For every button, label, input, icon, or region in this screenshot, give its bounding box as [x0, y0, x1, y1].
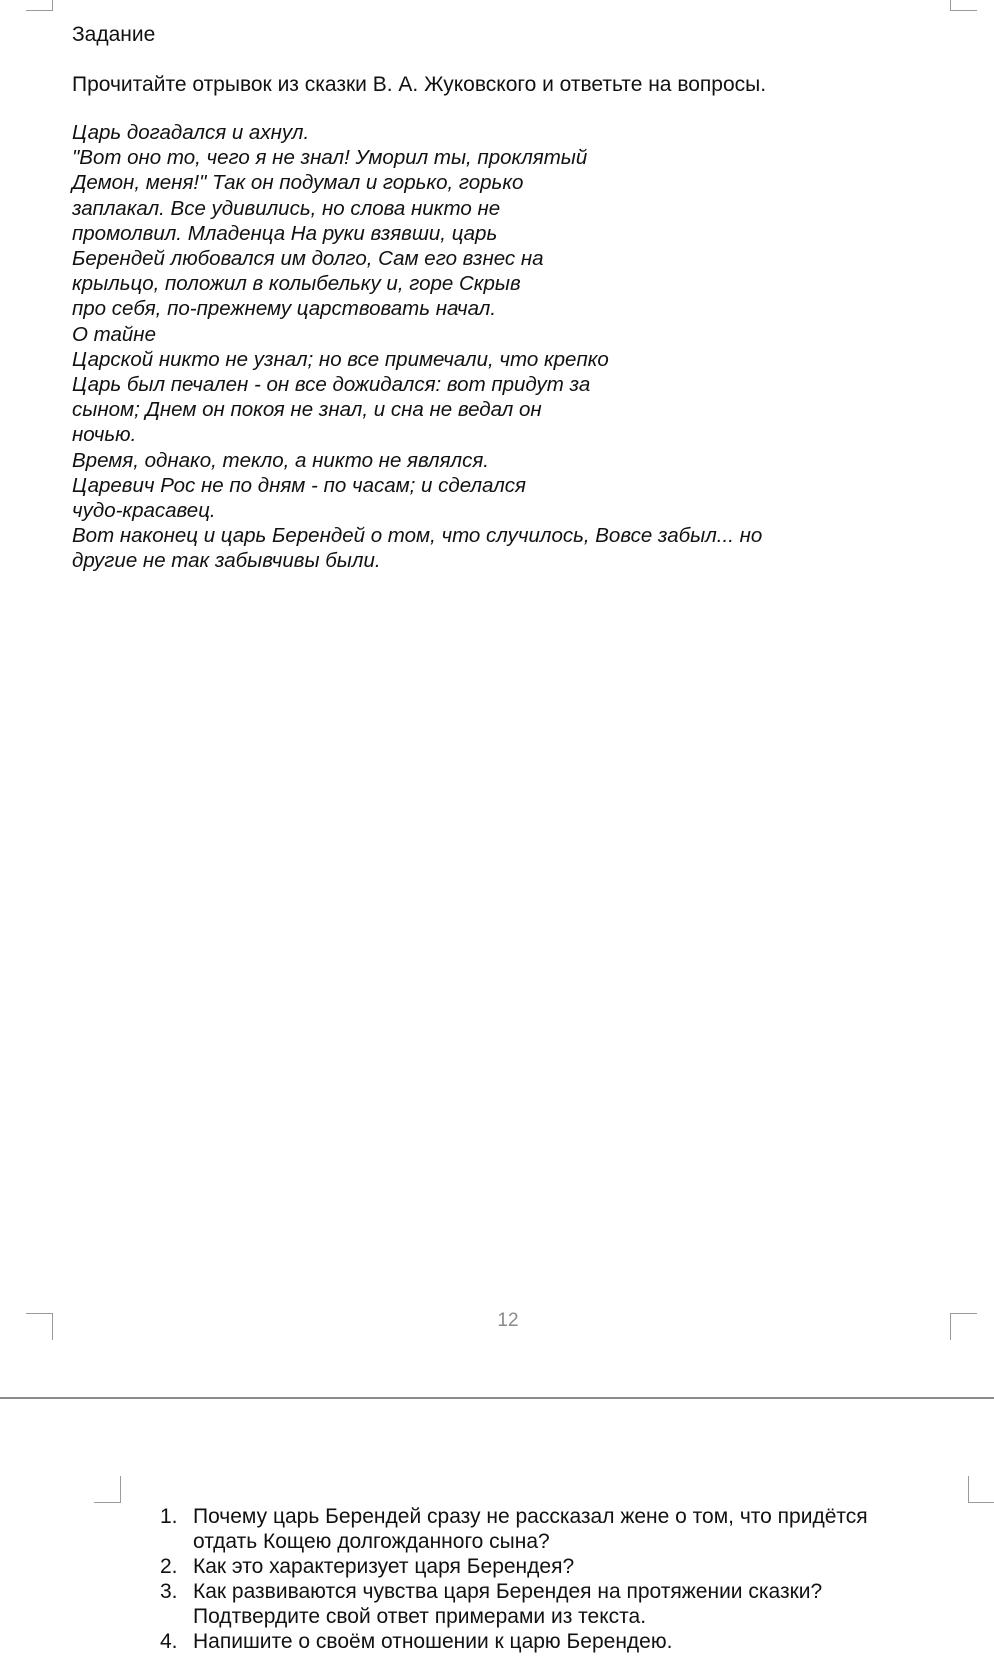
excerpt-line: промолвил. Младенца На руки взявши, царь — [72, 221, 498, 245]
question-item — [152, 1579, 868, 1629]
poem-excerpt — [72, 120, 762, 574]
task-instruction: Прочитайте отрывок из сказки В. А. Жуковского и ответьте на вопросы. — [72, 73, 767, 96]
question-number: 1. — [160, 1505, 178, 1528]
excerpt-line: крыльцо, положил в колыбельку и, горе Скрыв — [72, 272, 521, 296]
excerpt-line: О тайне — [72, 322, 156, 346]
excerpt-line: "Вот оно то, чего я не знал! Уморил ты, проклятый — [72, 146, 588, 170]
page-number: 12 — [497, 1310, 519, 1331]
question-item — [152, 1554, 868, 1579]
excerpt-line: Царской никто не узнал; но все примечали, что крепко — [72, 347, 609, 371]
page-corner-mark — [950, 0, 977, 11]
excerpt-line: чудо-красавец. — [72, 499, 216, 523]
question-line: отдать Кощею долгожданного сына? — [193, 1530, 550, 1553]
excerpt-line: заплакал. Все удивились, но слова никто не — [72, 196, 501, 220]
excerpt-line: Царь догадался и ахнул. — [72, 121, 310, 144]
page-corner-mark — [968, 1476, 994, 1503]
excerpt-line: сыном; Днем он покоя не знал, и сна не ведал он — [72, 398, 542, 422]
excerpt-line: Царевич Рос не по дням - по часам; и сделался — [72, 473, 526, 497]
question-line: Почему царь Берендей сразу не рассказал жене о том, что придётся — [193, 1505, 868, 1528]
page-corner-mark — [94, 1476, 121, 1503]
question-line: Как это характеризует царя Берендея? — [193, 1555, 575, 1578]
excerpt-line: Вот наконец и царь Берендей о том, что случилось, Вовсе забыл... но — [72, 524, 763, 548]
task-heading: Задание — [72, 23, 156, 46]
document-page-2 — [0, 1400, 994, 1680]
questions-list — [152, 1504, 868, 1654]
page-break-divider — [0, 1397, 994, 1399]
excerpt-line: Демон, меня!" Так он подумал и горько, горько — [72, 171, 524, 195]
excerpt-line: про себя, по-прежнему царствовать начал. — [72, 297, 497, 321]
question-number: 4. — [160, 1630, 178, 1653]
excerpt-line: Берендей любовался им долго, Сам его взнес на — [72, 247, 544, 271]
excerpt-line: Царь был печален - он все дожидался: вот придут за — [72, 373, 591, 397]
question-number: 2. — [160, 1555, 178, 1578]
excerpt-line: Время, однако, текло, а никто не являлся. — [72, 448, 489, 472]
excerpt-line: ночью. — [72, 423, 137, 447]
question-item — [152, 1629, 868, 1654]
question-line: Как развиваются чувства царя Берендея на протяжении сказки? — [193, 1580, 823, 1603]
excerpt-line: другие не так забывчивы были. — [72, 549, 381, 573]
page-corner-mark — [26, 0, 53, 11]
question-item — [152, 1504, 868, 1554]
question-line: Напишите о своём отношении к царю Берендею. — [193, 1630, 673, 1653]
question-number: 3. — [160, 1580, 178, 1603]
question-line: Подтвердите свой ответ примерами из текста. — [193, 1605, 647, 1628]
